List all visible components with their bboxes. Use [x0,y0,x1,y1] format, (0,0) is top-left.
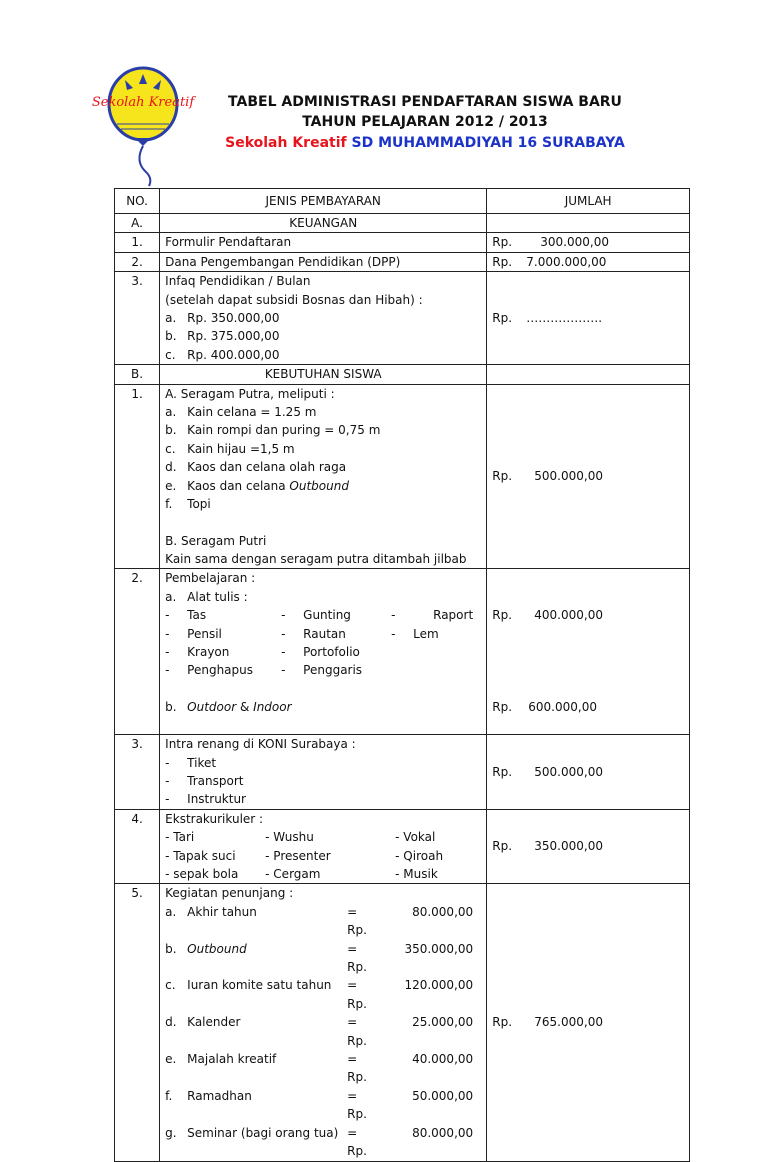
table-row [115,809,690,884]
col-jumlah: JUMLAH [487,189,690,214]
row-no: 2. [115,252,160,271]
table-row [115,252,690,271]
row-amount: Rp. 7.000.000,00 [487,252,690,271]
doc-title: TABEL ADMINISTRASI PENDAFTARAN SISWA BARU [228,94,622,110]
row-no: 1. [115,233,160,252]
row-amount: Rp. 300.000,00 [487,233,690,252]
section-b-title: KEBUTUHAN SISWA [160,365,487,384]
extracurricular-grid: - Tari - Wushu - Vokal - Tapak suci - Presenter - Qiroah - sepak bola - Cergam - Musik [165,830,444,881]
table-row [115,384,690,569]
table-header-row [115,189,690,214]
row-text: Formulir Pendaftaran [160,233,487,252]
section-b-no: B. [115,365,160,384]
school-name-blue: SD MUHAMMADIYAH 16 SURABAYA [351,135,625,151]
row-no: 5. [115,884,160,1161]
doc-subtitle: TAHUN PELAJARAN 2012 / 2013 [302,114,548,130]
section-a-no: A. [115,214,160,233]
row-text: Dana Pengembangan Pendidikan (DPP) [160,252,487,271]
school-name [190,132,660,154]
row-amount: Rp. 400.000,00 Rp. 600.000,00 [487,569,690,735]
table-row [115,735,690,810]
row-text: Ekstrakurikuler : - Tari - Wushu - Vokal - Tapak suci - Presenter - Qiroah - sepak bola - Cergam - Musik [160,809,487,884]
row-text: Kegiatan penunjang : a. Akhir tahun = Rp. 80.000,00 b. Outbound = Rp. 350.000,00 c. Iuran komite satu tahun = Rp. 120.000,00 d. Kalender = Rp. 25.000,00 e. Majalah kreatif = Rp. 40.000,00 f. Ramadhan = Rp. 50.000,00 g. Seminar (bagi orang tua) = Rp. 80.000,00 [160,884,487,1161]
section-a-row [115,214,690,233]
col-no: NO. [115,189,160,214]
activities-grid: a. Akhir tahun = Rp. 80.000,00 b. Outbound = Rp. 350.000,00 c. Iuran komite satu tahun = Rp. 120.000,00 d. Kalender = Rp. 25.000,00 e. Majalah kreatif = Rp. 40.000,00 f. Ramadhan = Rp. 50.000,00 g. Seminar (bagi orang tua) = Rp. 80.000,00 [165,904,474,1159]
row-text: Pembelajaran : a. Alat tulis : - Tas - Gunting - Raport - Pensil - Rautan - Lem - Krayon - Portofolio - Penghapus - Penggaris b. Outdoor & Indoor [160,569,487,735]
row-amount: Rp. 500.000,00 [487,384,690,569]
row-amount: Rp. ………………. [487,272,690,365]
row-text: Infaq Pendidikan / Bulan (setelah dapat subsidi Bosnas dan Hibah) : a. Rp. 350.000,00 b. Rp. 375.000,00 c. Rp. 400.000,00 [160,272,487,365]
row-text: Intra renang di KONI Surabaya : - Tiket - Transport - Instruktur [160,735,487,810]
school-logo [91,66,195,186]
logo-text: Sekolah Kreatif [91,95,195,110]
document-header [190,92,660,154]
row-no: 4. [115,809,160,884]
col-jenis: JENIS PEMBAYARAN [160,189,487,214]
section-b-row [115,365,690,384]
row-text: A. Seragam Putra, meliputi : a. Kain celana = 1.25 m b. Kain rompi dan puring = 0,75 m c. Kain hijau =1,5 m d. Kaos dan celana olah raga e. Kaos dan celana Outbound f. Topi B. Seragam Putri Kain sama dengan seragam putra ditambah jilbab [160,384,487,569]
row-no: 2. [115,569,160,735]
table-row [115,884,690,1161]
row-amount: Rp. 350.000,00 [487,809,690,884]
row-amount: Rp. 765.000,00 [487,884,690,1161]
table-row [115,233,690,252]
table-row [115,272,690,365]
row-no: 3. [115,735,160,810]
row-no: 1. [115,384,160,569]
fee-table [114,188,690,1162]
tools-grid: - Tas - Gunting - Raport - Pensil - Rautan - Lem - Krayon - Portofolio - Penghapus - Penggaris [165,608,474,678]
row-no: 3. [115,272,160,365]
table-row [115,569,690,735]
row-amount: Rp. 500.000,00 [487,735,690,810]
section-a-title: KEUANGAN [160,214,487,233]
school-name-red: Sekolah Kreatif [225,135,347,151]
